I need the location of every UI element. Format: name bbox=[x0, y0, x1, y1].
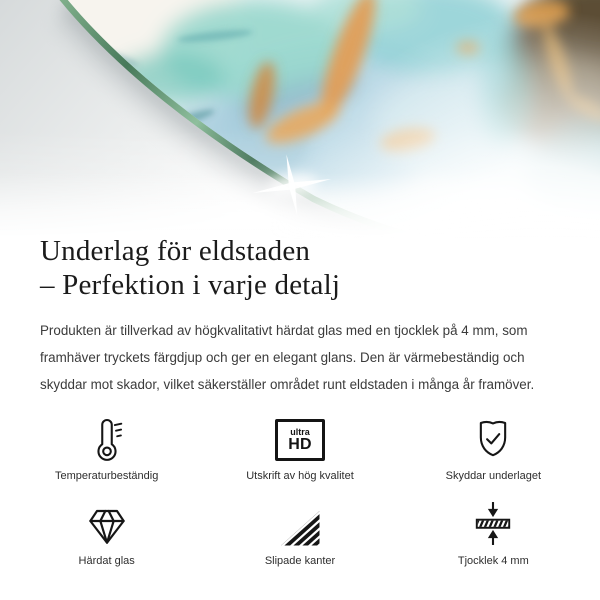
features-grid bbox=[10, 413, 590, 567]
page-title bbox=[0, 234, 600, 302]
feature-tempered-glass bbox=[10, 498, 203, 567]
feature-label: Härdat glas bbox=[78, 555, 135, 567]
thermometer-icon bbox=[88, 413, 126, 461]
ultra-hd-icon bbox=[275, 413, 325, 461]
ultra-hd-icon-text-top: ultra bbox=[290, 427, 310, 437]
page-title-line-1: Underlag för eldstaden bbox=[40, 235, 311, 267]
feature-ultra-hd-print bbox=[203, 413, 396, 482]
feature-label: Utskrift av hög kvalitet bbox=[246, 470, 354, 482]
feature-label: Skyddar underlaget bbox=[445, 470, 542, 482]
glass-panel-hero-image bbox=[0, 0, 600, 240]
thickness-icon bbox=[472, 498, 514, 546]
shield-check-icon bbox=[474, 413, 512, 461]
diamond-icon bbox=[84, 498, 130, 546]
hero-corner-fade bbox=[0, 0, 600, 240]
feature-label: Tjocklek 4 mm bbox=[457, 555, 529, 567]
body-paragraph: Produkten är tillverkad av högkvalitativt härdat glas med en tjocklek på 4 mm, som framhäver tryckets färgdjup och ger en elegant glans. Den är värmebeständig och skyddar mot skador, vilket säkerställer området runt eldstaden i många år framöver. bbox=[40, 323, 535, 392]
feature-label: Slipade kanter bbox=[264, 555, 336, 567]
beveled-edges-icon bbox=[280, 498, 320, 546]
ultra-hd-icon-text-bottom: HD bbox=[288, 436, 312, 453]
feature-temperature-resistant bbox=[10, 413, 203, 482]
page-title-line-2: – Perfektion i varje detalj bbox=[40, 269, 341, 301]
feature-protects-surface bbox=[397, 413, 590, 482]
feature-polished-edges bbox=[203, 498, 396, 567]
feature-label: Temperaturbeständig bbox=[54, 470, 159, 482]
feature-thickness-4mm bbox=[397, 498, 590, 567]
